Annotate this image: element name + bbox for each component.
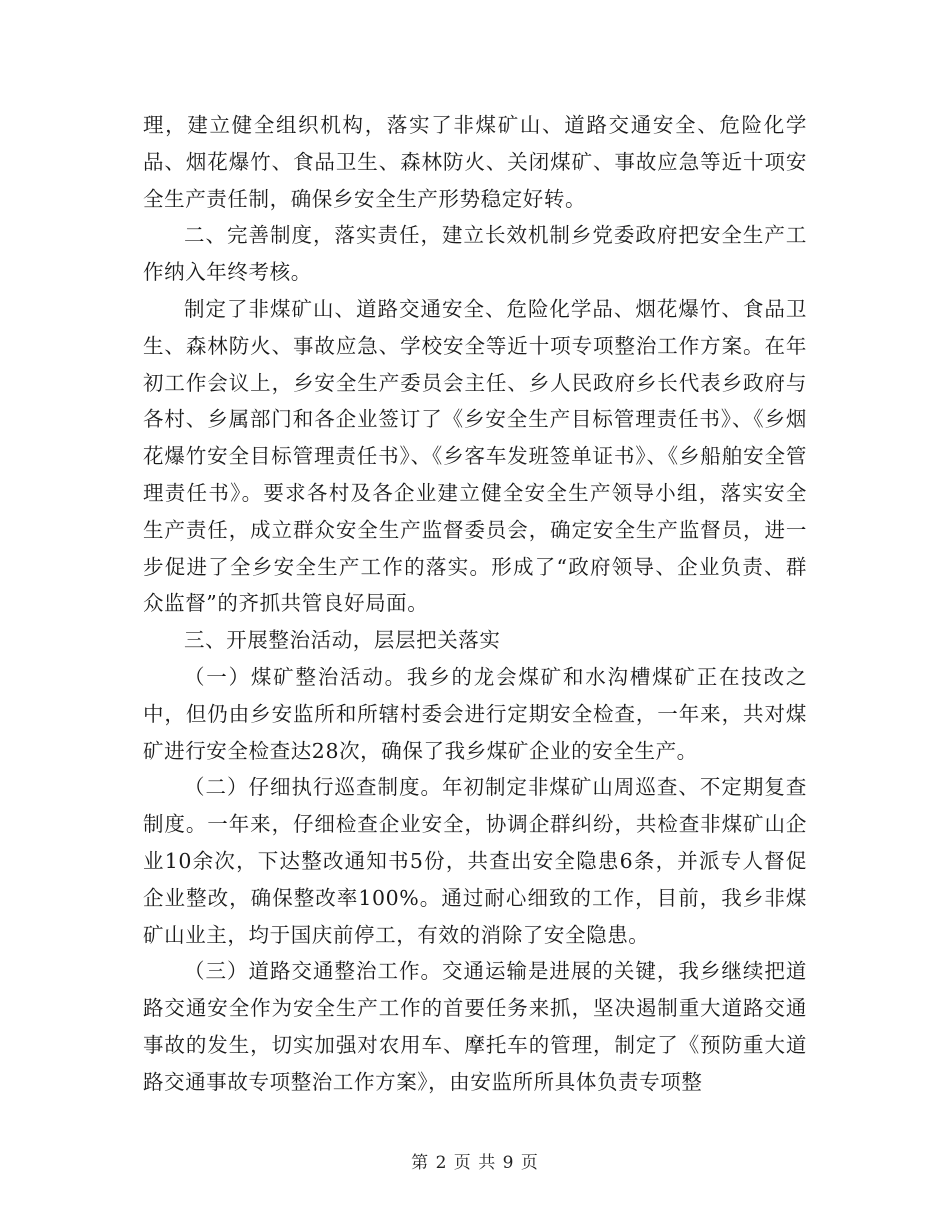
paragraph-coal-mine: （一）煤矿整治活动。我乡的龙会煤矿和水沟槽煤矿正在技改之中，但仍由乡安监所和所辖村委会进行定期安全检查，一年来，共对煤矿进行安全检查达28次，确保了我乡煤矿企业的安全生产。 (143, 664, 807, 763)
page-footer: 第 2 页 共 9 页 (411, 1153, 539, 1173)
section-heading-3: 三、开展整治活动，层层把关落实 (184, 628, 501, 653)
paragraph-plans: 制定了非煤矿山、道路交通安全、危险化学品、烟花爆竹、食品卫生、森林防火、事故应急、学校安全等近十项专项整治工作方案。在年初工作会议上，乡安全生产委员会主任、乡人民政府乡长代表乡政府与各村、乡属部门和各企业签订了《乡安全生产目标管理责任书》、《乡烟花爆竹安全目标管理责任书》、《乡客车发班签单证书》、《乡船舶安全管理责任书》。要求各村及各企业建立健全安全生产领导小组，落实安全生产责任，成立群众安全生产监督委员会，确定安全生产监督员，进一步促进了全乡安全生产工作的落实。形成了“政府领导、企业负责、群众监督”的齐抓共管良好局面。 (143, 296, 807, 616)
paragraph-continued: 理，建立健全组织机构，落实了非煤矿山、道路交通安全、危险化学品、烟花爆竹、食品卫生、森林防火、关闭煤矿、事故应急等近十项安全生产责任制，确保乡安全生产形势稳定好转。 (143, 113, 807, 211)
section-heading-2: 二、完善制度，落实责任，建立长效机制乡党委政府把安全生产工作纳入年终考核。 (143, 223, 807, 285)
paragraph-inspection: （二）仔细执行巡查制度。年初制定非煤矿山周巡查、不定期复查制度。一年来，仔细检查企业安全，协调企群纠纷，共检查非煤矿山企业10余次，下达整改通知书5份，共查出安全隐患6条，并派专人督促企业整改，确保整改率100%。通过耐心细致的工作，目前，我乡非煤矿山业主，均于国庆前停工，有效的消除了安全隐患。 (143, 775, 807, 947)
document-body (143, 107, 807, 1101)
paragraph-road-traffic: （三）道路交通整治工作。交通运输是进展的关键，我乡继续把道路交通安全作为安全生产工作的首要任务来抓，坚决遏制重大道路交通事故的发生，切实加强对农用车、摩托车的管理，制定了《预防重大道路交通事故专项整治工作方案》，由安监所所具体负责专项整 (143, 959, 807, 1094)
